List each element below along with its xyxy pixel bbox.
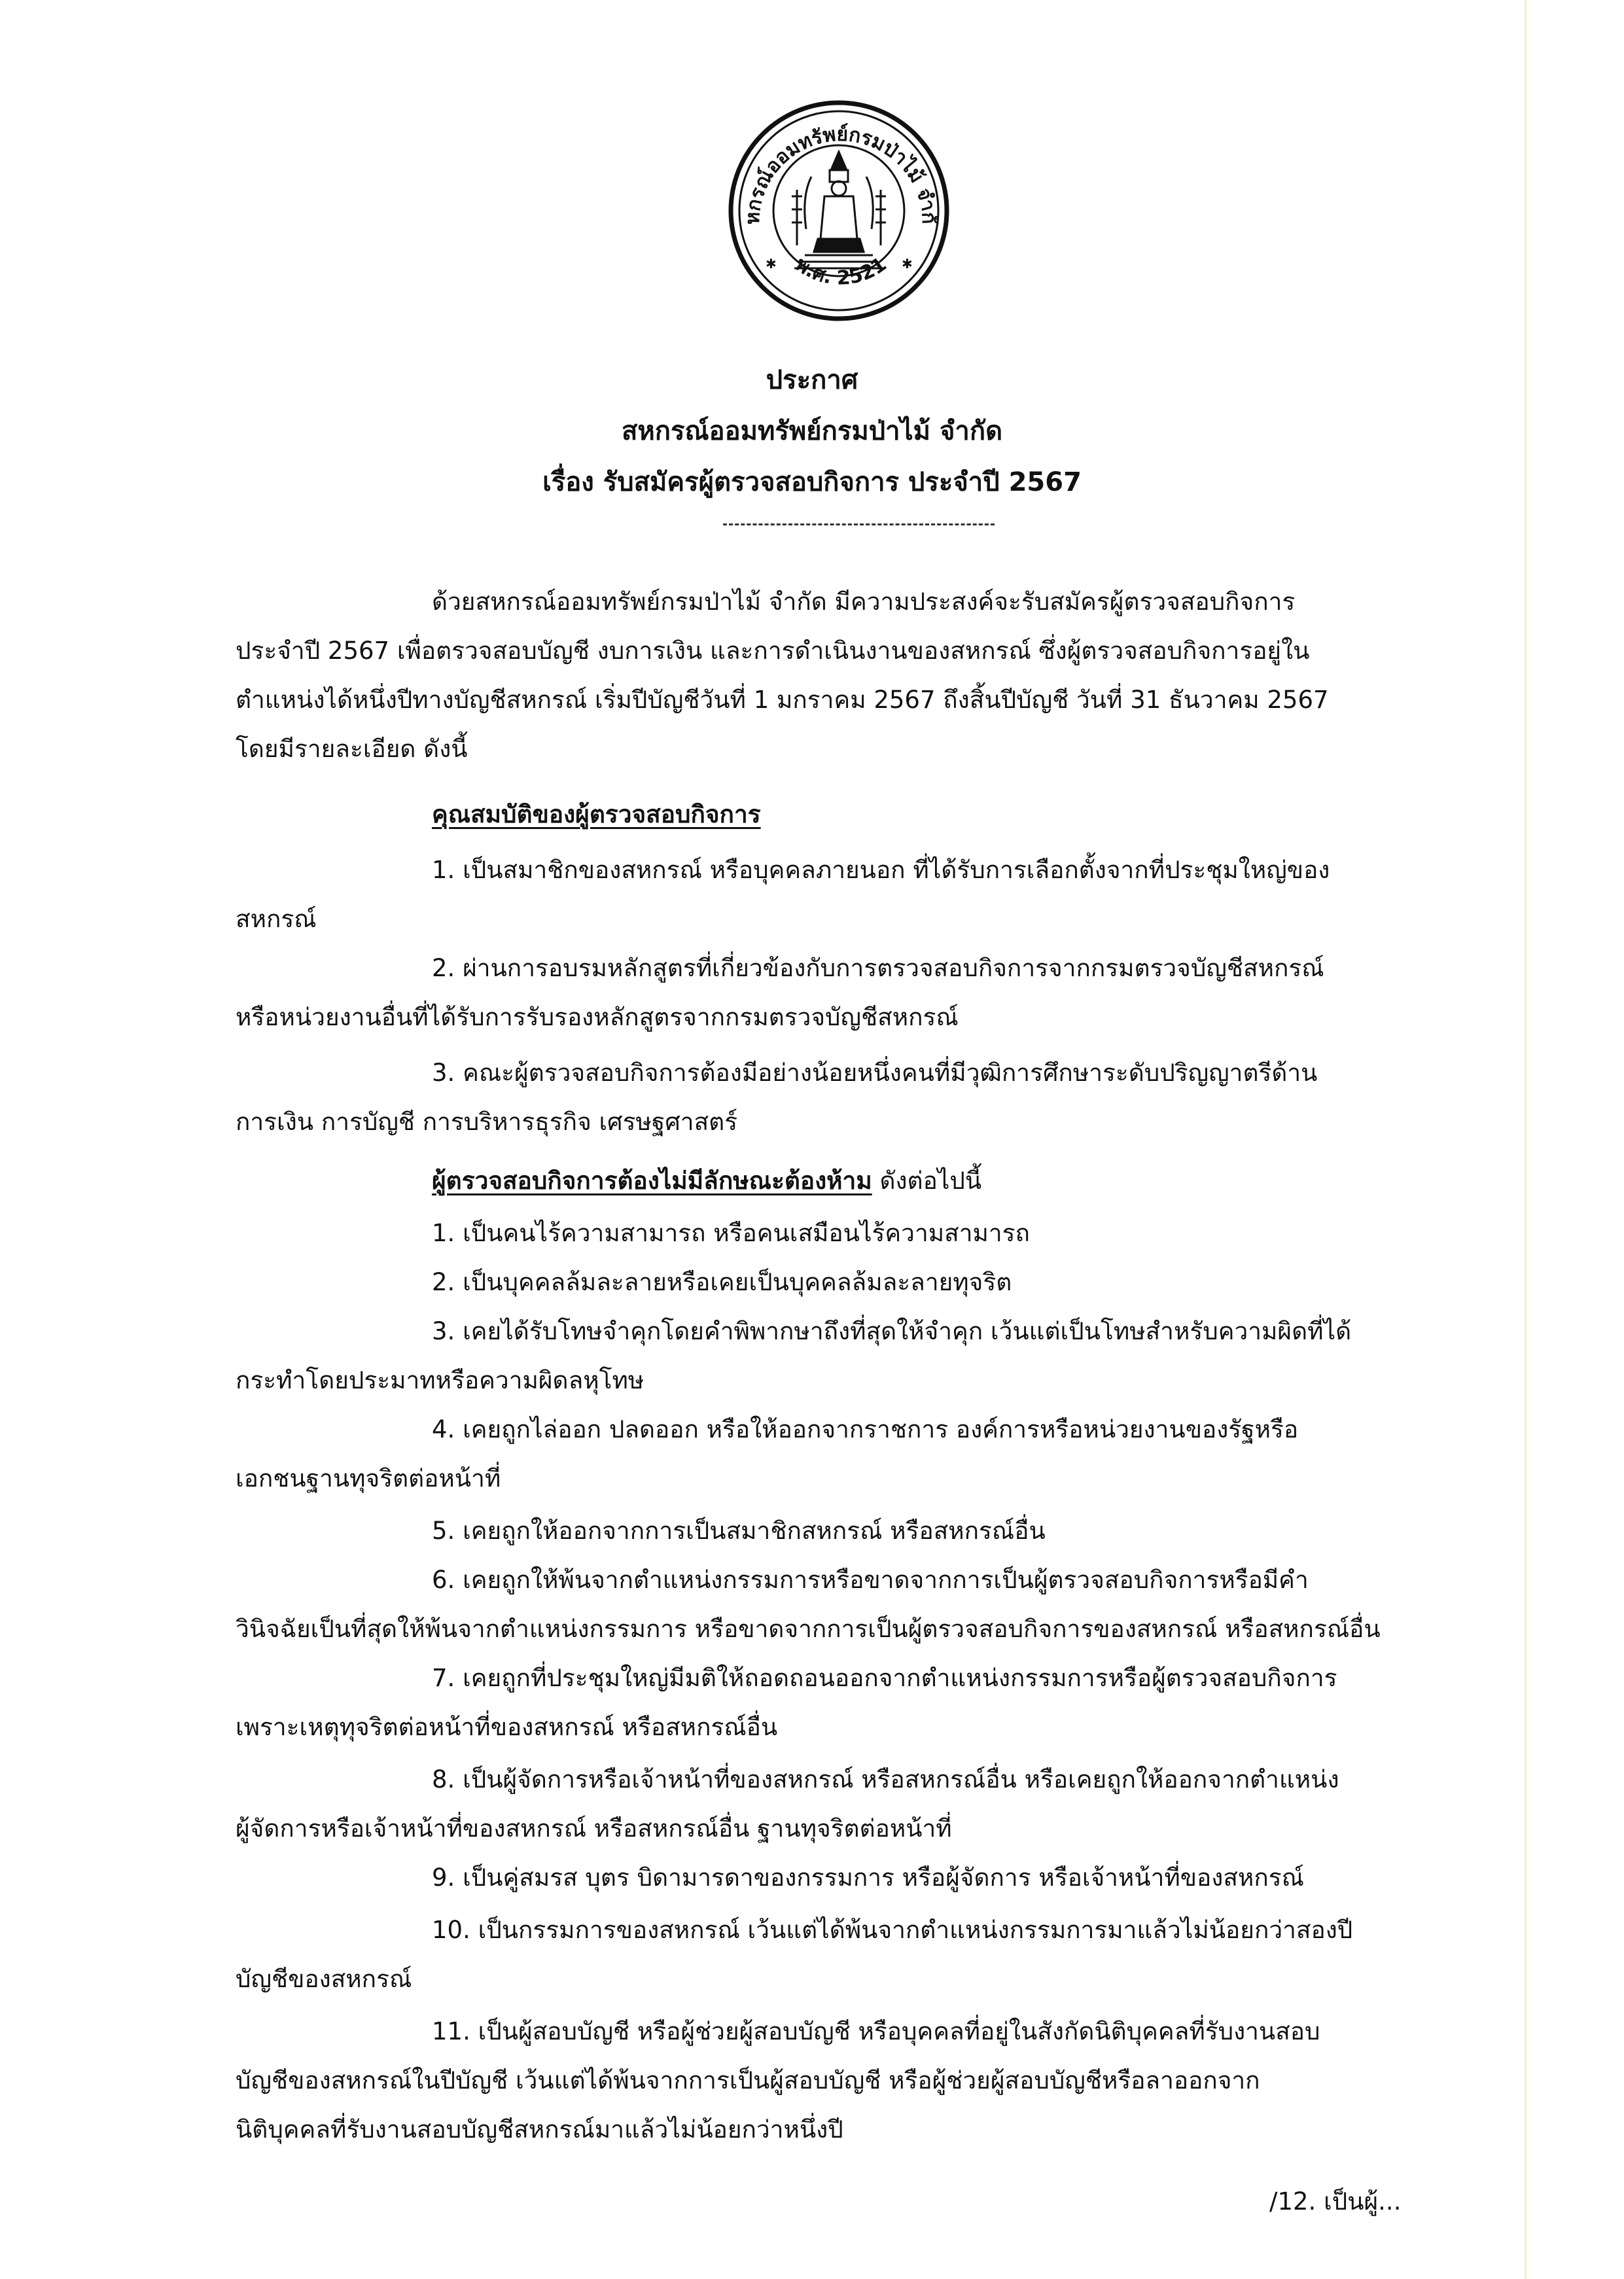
prohibitions-heading-suffix: ดังต่อไปนี้ (872, 1167, 982, 1195)
seal-ring-text-bottom: พ.ศ. 2521 (790, 253, 891, 290)
prohibition-4-line-1: 4. เคยถูกไล่ออก ปลดออก หรือให้ออกจากราชการ องค์การหรือหน่วยงานของรัฐหรือ (432, 1415, 1299, 1443)
svg-text:✱: ✱ (902, 256, 913, 272)
prohibition-6-line-1: 6. เคยถูกให้พ้นจากตำแหน่งกรรมการหรือขาดจากการเป็นผู้ตรวจสอบกิจการหรือมีคำ (432, 1566, 1309, 1594)
prohibition-7-line-1: 7. เคยถูกที่ประชุมใหญ่มีมติให้ถอดถอนออกจากตำแหน่งกรรมการหรือผู้ตรวจสอบกิจการ (432, 1664, 1337, 1692)
intro-line-3: ตำแหน่งได้หนึ่งปีทางบัญชีสหกรณ์ เริ่มปีบัญชีวันที่ 1 มกราคม 2567 ถึงสิ้นปีบัญชี วันที่ 31 ธันวาคม 2567 (236, 686, 1329, 714)
prohibition-3-line-2: กระทำโดยประมาทหรือความผิดลหุโทษ (236, 1366, 644, 1394)
announcement-label: ประกาศ (766, 365, 858, 395)
prohibition-1: 1. เป็นคนไร้ความสามารถ หรือคนเสมือนไร้ความสามารถ (432, 1219, 1030, 1247)
intro-line-4: โดยมีรายละเอียด ดังนี้ (236, 735, 468, 763)
scan-edge-line (1525, 0, 1527, 2279)
cooperative-name: สหกรณ์ออมทรัพย์กรมป่าไม้ จำกัด (621, 416, 1003, 446)
header-divider (723, 523, 995, 525)
announcement-subject: เรื่อง รับสมัครผู้ตรวจสอบกิจการ ประจำปี 2567 (542, 467, 1082, 497)
qualification-2-line-1: 2. ผ่านการอบรมหลักสูตรที่เกี่ยวข้องกับการตรวจสอบกิจการจากกรมตรวจบัญชีสหกรณ์ (432, 954, 1324, 982)
prohibitions-heading: ผู้ตรวจสอบกิจการต้องไม่มีลักษณะต้องห้าม (432, 1167, 872, 1195)
svg-text:พ.ศ. 2521 (791, 253, 891, 289)
prohibition-4-line-2: เอกชนฐานทุจริตต่อหน้าที่ (236, 1464, 501, 1493)
prohibitions-heading-line (432, 1165, 981, 1197)
prohibition-10-line-2: บัญชีของสหกรณ์ (236, 1965, 412, 1993)
prohibition-7-line-2: เพราะเหตุทุจริตต่อหน้าที่ของสหกรณ์ หรือสหกรณ์อื่น (236, 1713, 778, 1741)
prohibition-2: 2. เป็นบุคคลล้มละลายหรือเคยเป็นบุคคลล้มละลายทุจริต (432, 1268, 1012, 1296)
prohibition-3-line-1: 3. เคยได้รับโทษจำคุกโดยคำพิพากษาถึงที่สุดให้จำคุก เว้นแต่เป็นโทษสำหรับความผิดที่ได้ (432, 1317, 1352, 1345)
prohibition-9: 9. เป็นคู่สมรส บุตร บิดามารดาของกรรมการ หรือผู้จัดการ หรือเจ้าหน้าที่ของสหกรณ์ (432, 1864, 1304, 1892)
qualification-1-line-2: สหกรณ์ (236, 905, 317, 933)
intro-line-2: ประจำปี 2567 เพื่อตรวจสอบบัญชี งบการเงิน และการดำเนินงานของสหกรณ์ ซึ่งผู้ตรวจสอบกิจการอยู่ใน (236, 637, 1310, 665)
svg-text:✱: ✱ (766, 256, 777, 272)
qualification-3-line-1: 3. คณะผู้ตรวจสอบกิจการต้องมีอย่างน้อยหนึ่งคนที่มีวุฒิการศึกษาระดับปริญญาตรีด้าน (432, 1059, 1318, 1087)
prohibition-6-line-2: วินิจฉัยเป็นที่สุดให้พ้นจากตำแหน่งกรรมการ หรือขาดจากการเป็นผู้ตรวจสอบกิจการของสหกรณ์ หรือสหกรณ์อื่น (236, 1615, 1381, 1643)
prohibition-8-line-2: ผู้จัดการหรือเจ้าหน้าที่ของสหกรณ์ หรือสหกรณ์อื่น ฐานทุจริตต่อหน้าที่ (236, 1814, 952, 1843)
seal-emblem-icon (726, 98, 952, 324)
prohibition-11-line-3: นิติบุคคลที่รับงานสอบบัญชีสหกรณ์มาแล้วไม่น้อยกว่าหนึ่งปี (236, 2115, 843, 2144)
qualifications-heading: คุณสมบัติของผู้ตรวจสอบกิจการ (432, 800, 761, 828)
qualification-1-line-1: 1. เป็นสมาชิกของสหกรณ์ หรือบุคคลภายนอก ที่ได้รับการเลือกตั้งจากที่ประชุมใหญ่ของ (432, 856, 1330, 884)
prohibition-8-line-1: 8. เป็นผู้จัดการหรือเจ้าหน้าที่ของสหกรณ์ หรือสหกรณ์อื่น หรือเคยถูกให้ออกจากตำแหน่ง (432, 1765, 1339, 1793)
qualification-3-line-2: การเงิน การบัญชี การบริหารธุรกิจ เศรษฐศาสตร์ (236, 1108, 738, 1136)
qualification-2-line-2: หรือหน่วยงานอื่นที่ได้รับการรับรองหลักสูตรจากกรมตรวจบัญชีสหกรณ์ (236, 1003, 959, 1031)
cooperative-seal (726, 98, 952, 324)
svg-text:สหกรณ์ออมทรัพย์กรมป่าไม้ จำกัด (726, 98, 940, 225)
prohibition-11-line-2: บัญชีของสหกรณ์ในปีบัญชี เว้นแต่ได้พ้นจากการเป็นผู้สอบบัญชี หรือผู้ช่วยผู้สอบบัญชีหรือลาออกจาก (236, 2066, 1260, 2094)
page-continuation: /12. เป็นผู้... (1269, 2187, 1402, 2216)
prohibition-11-line-1: 11. เป็นผู้สอบบัญชี หรือผู้ช่วยผู้สอบบัญชี หรือบุคคลที่อยู่ในสังกัดนิติบุคคลที่รับงานสอบ (432, 2017, 1320, 2045)
seal-ring-text-top: หกรณ์ออมทรัพย์กรมป่าไม้ จำกั (741, 122, 941, 226)
prohibition-10-line-1: 10. เป็นกรรมการของสหกรณ์ เว้นแต่ได้พ้นจากตำแหน่งกรรมการมาแล้วไม่น้อยกว่าสองปี (432, 1916, 1353, 1944)
prohibition-5: 5. เคยถูกให้ออกจากการเป็นสมาชิกสหกรณ์ หรือสหกรณ์อื่น (432, 1517, 1046, 1545)
intro-line-1: ด้วยสหกรณ์ออมทรัพย์กรมป่าไม้ จำกัด มีความประสงค์จะรับสมัครผู้ตรวจสอบกิจการ (432, 588, 1296, 616)
